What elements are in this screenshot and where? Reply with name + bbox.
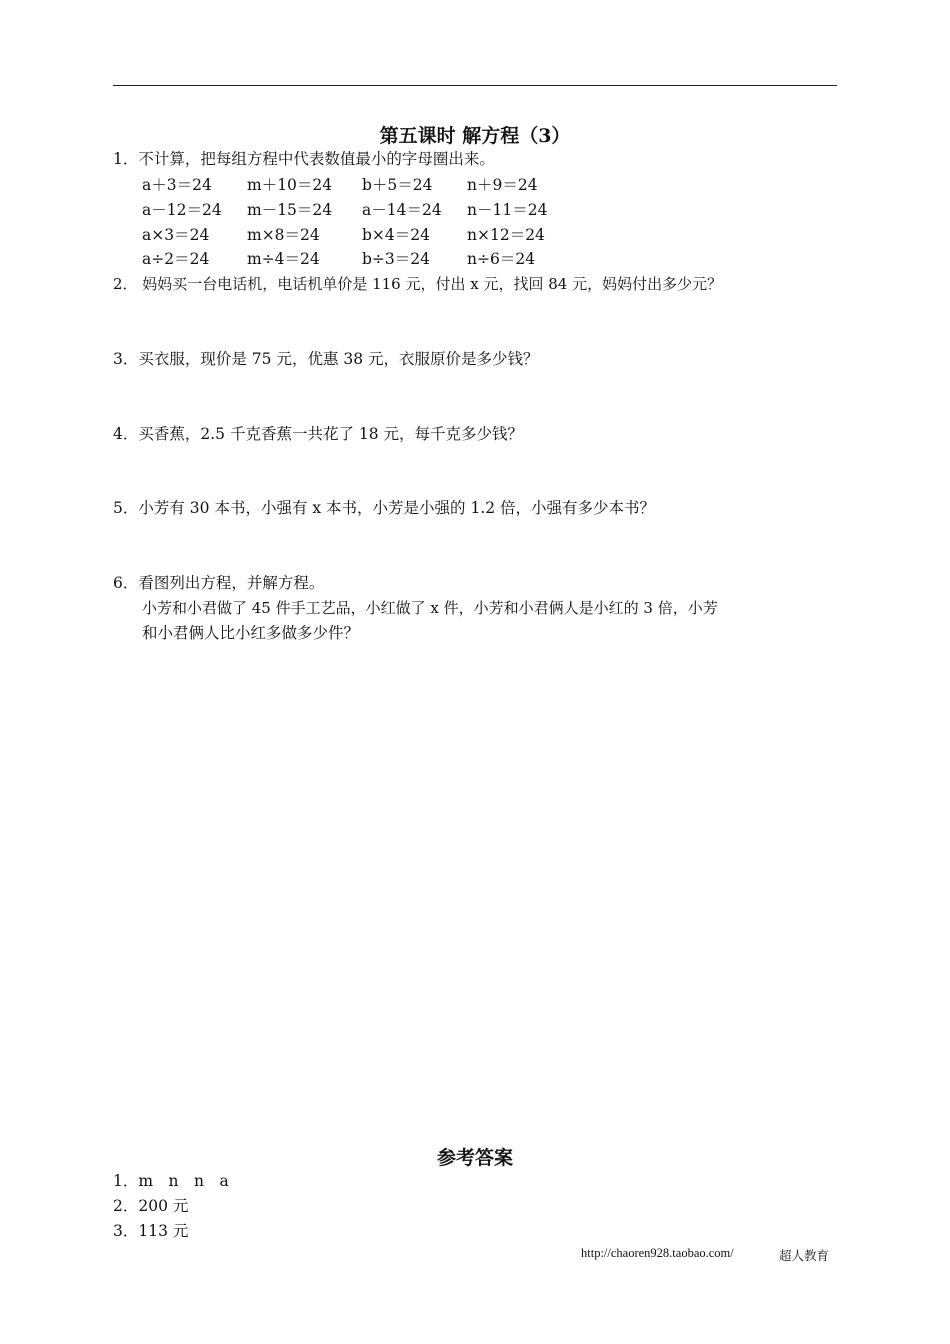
question-1: 1．不计算，把每组方程中代表数值最小的字母圈出来。 [113,150,495,168]
answer-2: 2．200 元 [113,1197,189,1215]
question-6: 6．看图列出方程，并解方程。 [113,574,325,592]
equation: m×8＝24 [247,226,320,244]
equation: a－14＝24 [362,201,442,219]
equation: a×3＝24 [142,226,210,244]
answer-1: 1．m n n a [113,1172,229,1190]
equation: a÷2＝24 [142,250,210,268]
equation: b＋5＝24 [362,176,433,194]
equation: n÷6＝24 [467,250,536,268]
answers-title: 参考答案 [436,1147,513,1169]
question-2: 2． 妈妈买一台电话机，电话机单价是 116 元，付出 x 元，找回 84 元，妈妈付出多少元？ [113,275,723,293]
question-5: 5．小芳有 30 本书，小强有 x 本书，小芳是小强的 1.2 倍，小强有多少本书？ [113,499,656,517]
question-3: 3．买衣服，现价是 75 元，优惠 38 元，衣服原价是多少钱？ [113,350,539,368]
equation: n×12＝24 [467,226,545,244]
equation: a－12＝24 [142,201,222,219]
equation: b×4＝24 [362,226,430,244]
footer-url: http://chaoren928.taobao.com/ [581,1246,734,1260]
equation: a＋3＝24 [142,176,212,194]
equation: m÷4＝24 [247,250,320,268]
page-title: 第五课时 解方程（3） [379,125,571,147]
answer-3: 3．113 元 [113,1222,189,1240]
equation: b÷3＝24 [362,250,430,268]
header-rule [113,85,837,86]
equation: n－11＝24 [467,201,548,219]
question-4: 4．买香蕉，2.5 千克香蕉一共花了 18 元，每千克多少钱？ [113,425,524,443]
question-6-text-line-1: 小芳和小君做了 45 件手工艺品，小红做了 x 件，小芳和小君俩人是小红的 3 倍，小芳 [142,599,718,617]
footer-brand: 超人教育 [779,1248,830,1263]
equation: n＋9＝24 [467,176,538,194]
equation: m－15＝24 [247,201,333,219]
equation: m＋10＝24 [247,176,333,194]
question-6-text-line-2: 和小君俩人比小红多做多少件？ [142,624,360,642]
